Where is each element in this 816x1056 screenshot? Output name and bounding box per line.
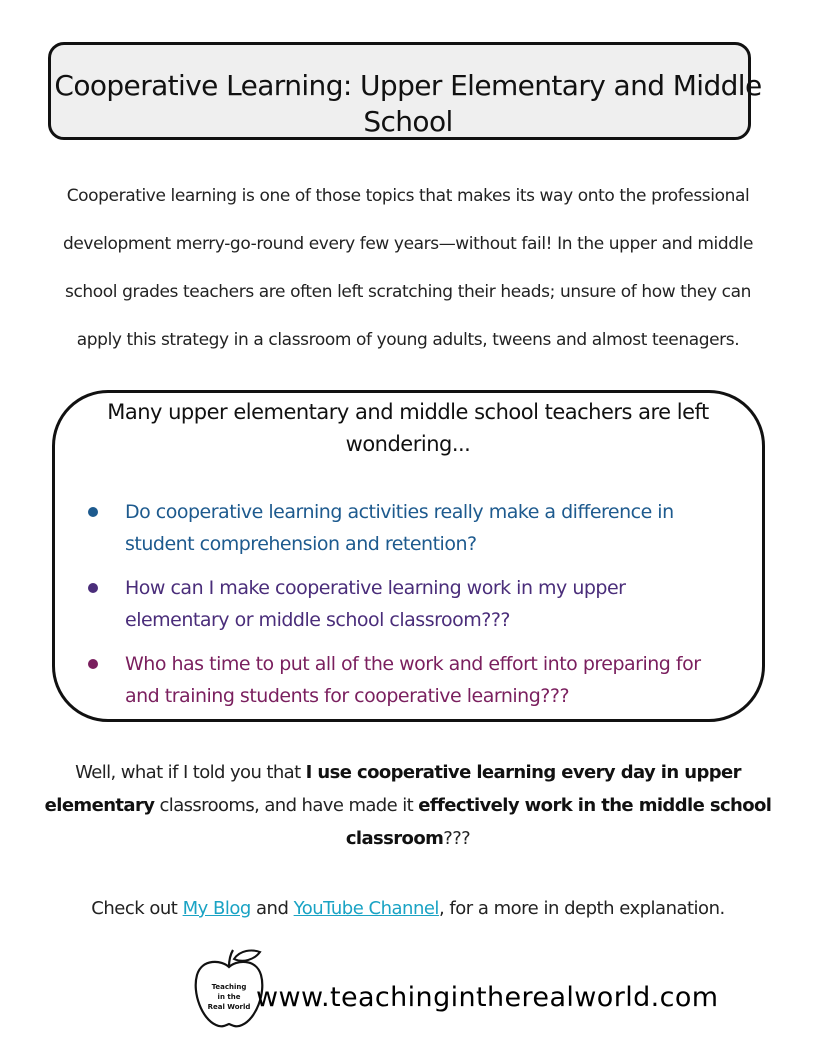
bullet-icon	[88, 583, 98, 593]
statement-text: classrooms, and have made it	[154, 795, 419, 816]
statement-bold-text: I use cooperative learning every day in upper elementary	[44, 762, 741, 816]
apple-icon	[192, 945, 266, 1031]
youtube-channel-link[interactable]: YouTube Channel	[293, 898, 439, 919]
statement-bold-text: effectively work in the middle school classroom	[345, 795, 772, 849]
website-url: www.teachingintherealworld.com	[256, 982, 719, 1013]
statement-text: Well, what if I told you that	[75, 762, 306, 783]
bullet-icon	[88, 659, 98, 669]
checkout-text: Check out	[91, 898, 183, 919]
question-item	[84, 572, 724, 636]
question-item	[84, 648, 724, 712]
blog-link[interactable]: My Blog	[182, 898, 251, 919]
question-text: How can I make cooperative learning work in my upper elementary or middle school classroom???	[125, 577, 626, 631]
logo-text-line2: in the	[217, 993, 241, 1001]
intro-paragraph: Cooperative learning is one of those topics that makes its way onto the professional development merry-go-round every few years—without fail! In the upper and middle school grades teachers are often left scratching their heads; unsure of how they can apply this strategy in a classroom of young adults, tweens and almost teenagers.	[62, 186, 754, 350]
question-text: Who has time to put all of the work and effort into preparing for and training students for cooperative learning???	[125, 653, 701, 707]
questions-heading: Many upper elementary and middle school teachers are left wondering...	[107, 400, 709, 456]
statement-paragraph	[40, 756, 776, 855]
question-item	[84, 496, 724, 560]
checkout-line	[60, 894, 756, 924]
logo-text-line3: Real World	[207, 1003, 251, 1011]
question-text: Do cooperative learning activities really make a difference in student comprehension and retention?	[125, 501, 674, 555]
questions-list	[84, 496, 724, 712]
statement-text: ???	[443, 828, 471, 849]
checkout-text: and	[250, 898, 294, 919]
bullet-icon	[88, 507, 98, 517]
checkout-text: , for a more in depth explanation.	[438, 898, 725, 919]
logo-text-line1: Teaching	[211, 983, 247, 991]
page-title: Cooperative Learning: Upper Elementary and Middle School	[54, 69, 762, 138]
